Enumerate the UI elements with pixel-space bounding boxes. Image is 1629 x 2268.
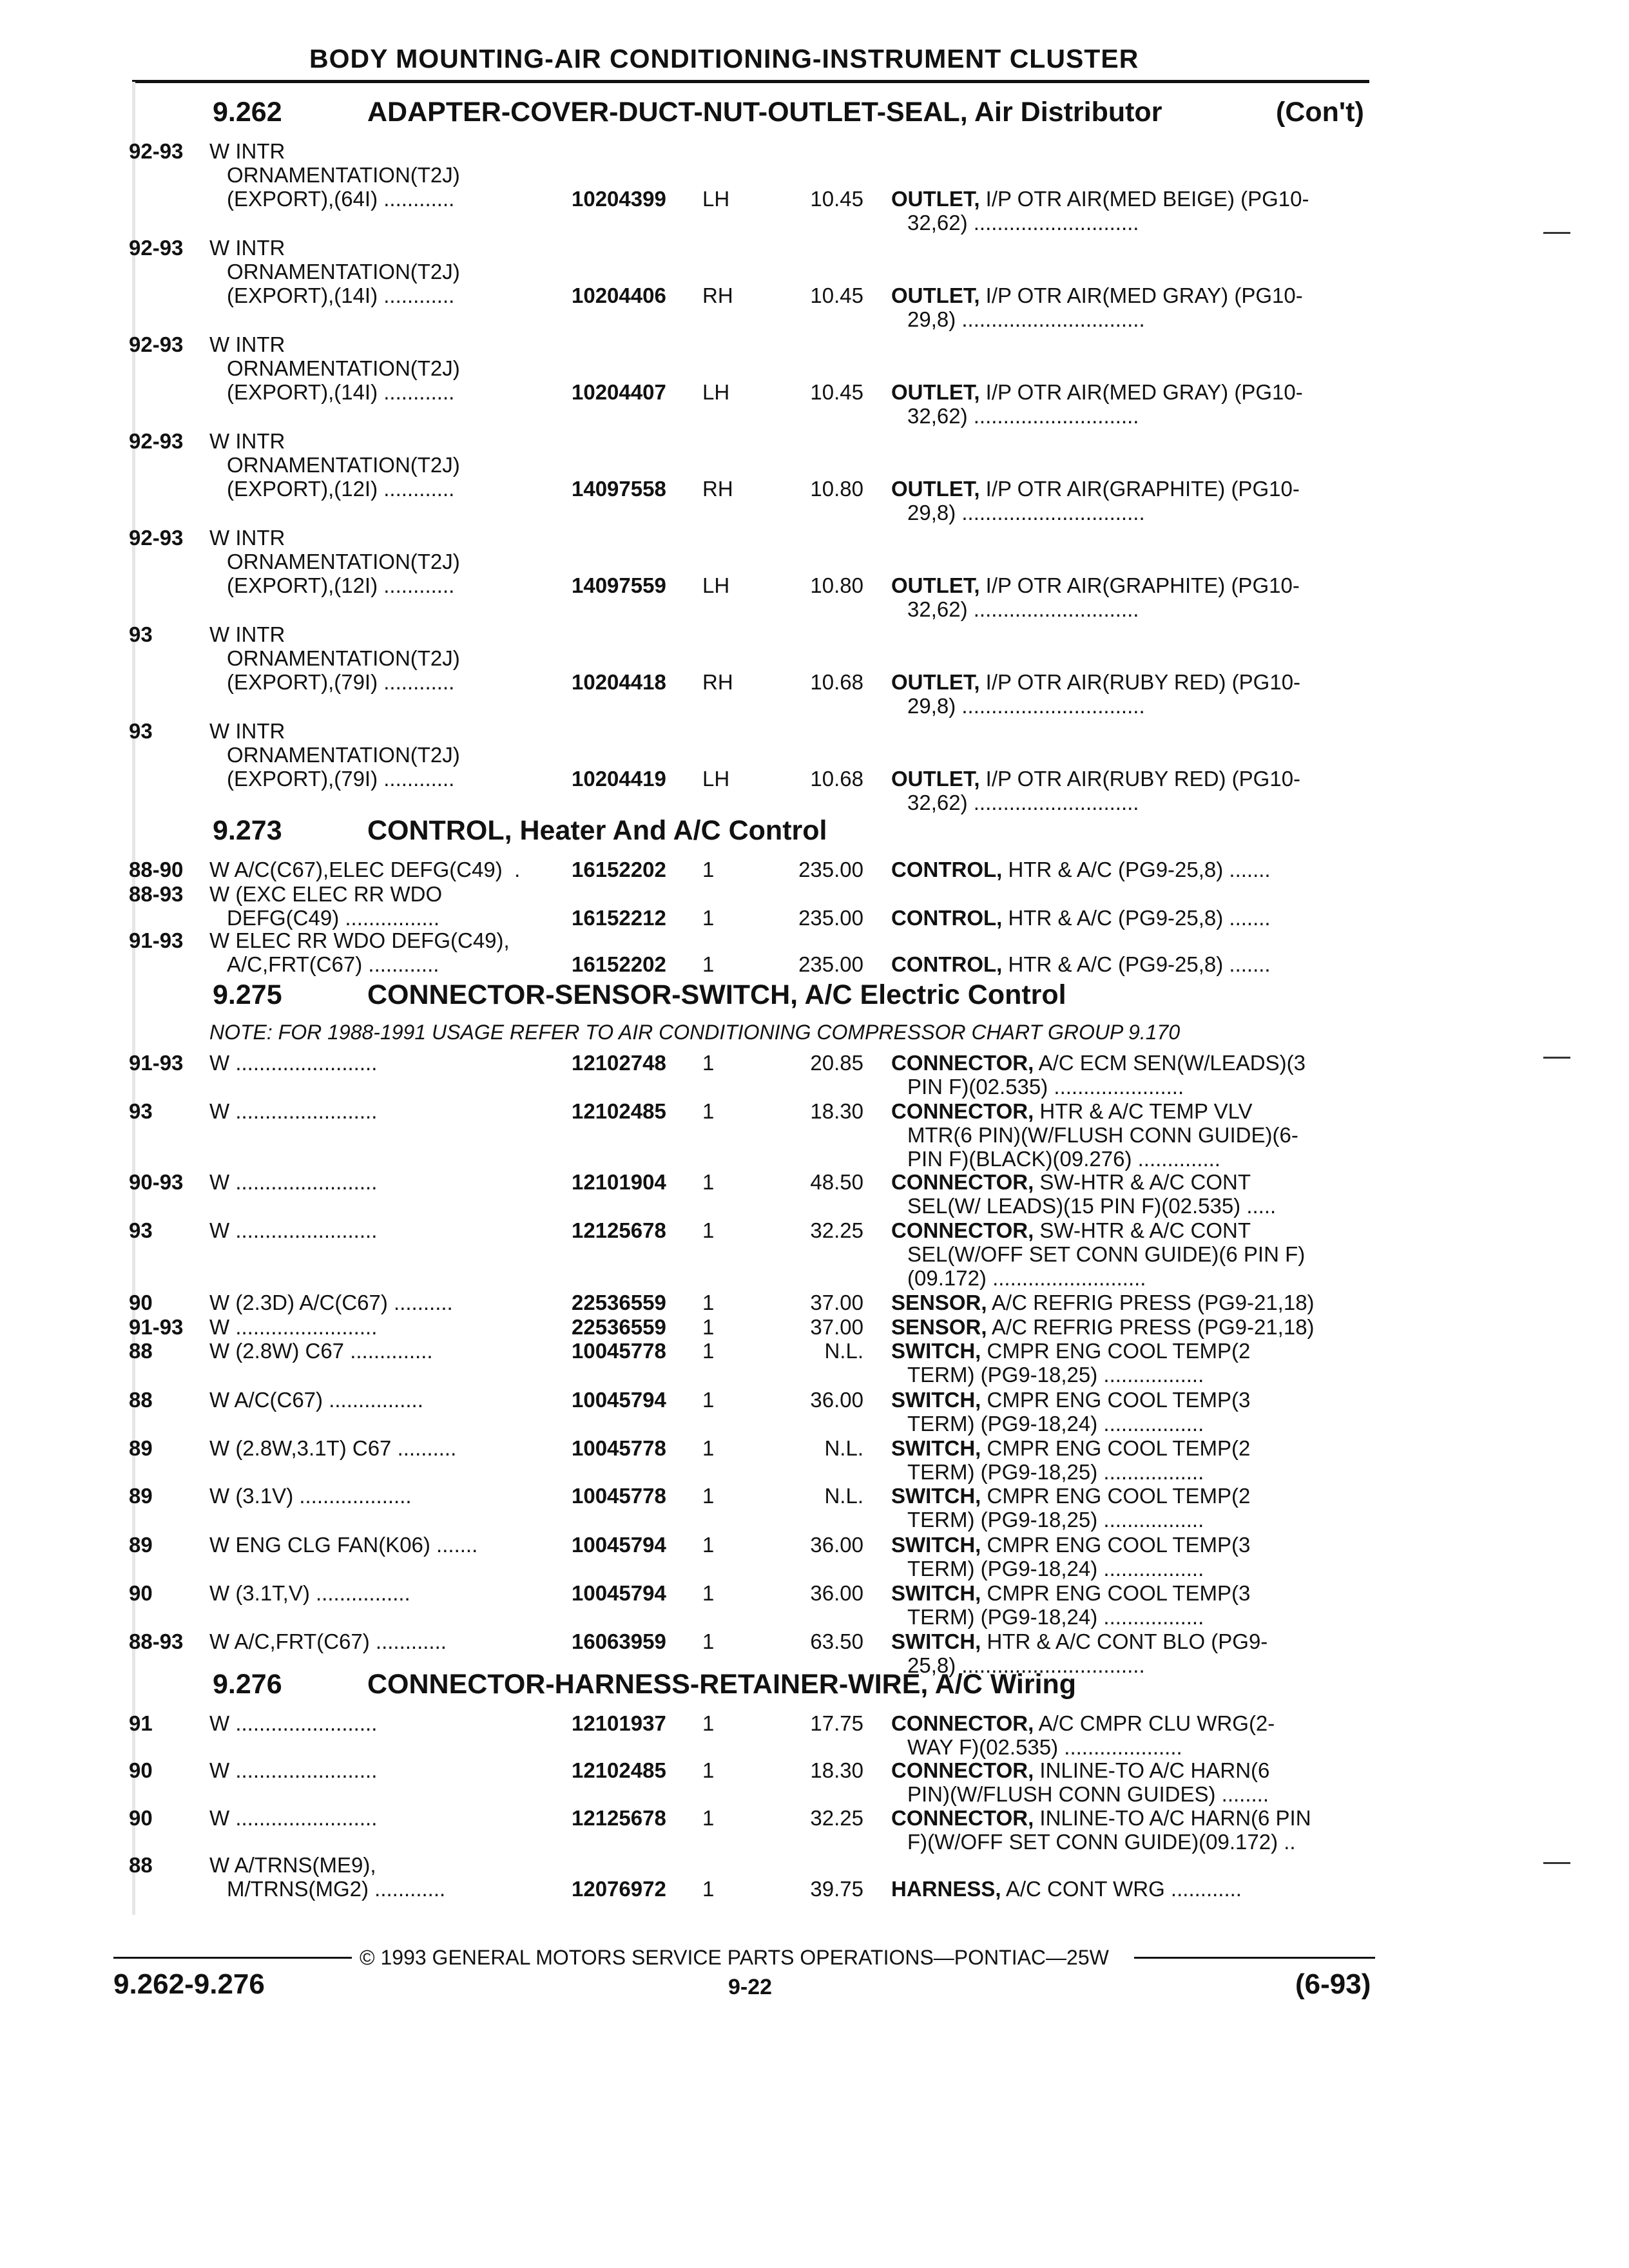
part-name: CONTROL, HTR & A/C (PG9-25,8) .......	[891, 858, 1271, 881]
quantity: 1	[702, 1629, 715, 1653]
usage-description: W ........................	[209, 1711, 378, 1735]
price: 18.30	[810, 1099, 863, 1123]
part-name: SWITCH, CMPR ENG COOL TEMP(3	[891, 1388, 1251, 1412]
part-number: 10045794	[572, 1533, 666, 1557]
part-name: 32,62) ............................	[907, 211, 1139, 235]
usage-description: W ........................	[209, 1170, 378, 1194]
price: 10.68	[810, 767, 863, 791]
quantity: 1	[702, 1099, 715, 1123]
usage-description: ORNAMENTATION(T2J)	[227, 260, 460, 284]
section-note: NOTE: FOR 1988-1991 USAGE REFER TO AIR CONDITIONING COMPRESSOR CHART GROUP 9.170	[209, 1021, 1181, 1044]
part-name: PIN)(W/FLUSH CONN GUIDES) ........	[907, 1782, 1269, 1806]
price: 10.80	[810, 477, 863, 501]
usage-description: W A/TRNS(ME9),	[209, 1853, 376, 1877]
part-name: CONTROL, HTR & A/C (PG9-25,8) .......	[891, 906, 1271, 930]
section-title: CONNECTOR-SENSOR-SWITCH, A/C Electric Control	[367, 979, 1066, 1010]
usage-description: W INTR	[209, 719, 285, 743]
part-name: SENSOR, A/C REFRIG PRESS (PG9-21,18)	[891, 1291, 1315, 1314]
model-years: 92-93	[129, 332, 184, 356]
usage-description: W (EXC ELEC RR WDO	[209, 882, 443, 906]
quantity: 1	[702, 1533, 715, 1557]
usage-description: W (2.8W,3.1T) C67 ..........	[209, 1436, 457, 1460]
part-name: 29,8) ...............................	[907, 307, 1145, 331]
part-number: 10045778	[572, 1484, 666, 1508]
usage-description: W ........................	[209, 1806, 378, 1830]
part-name: F)(W/OFF SET CONN GUIDE)(09.172) ..	[907, 1830, 1296, 1854]
model-years: 89	[129, 1484, 153, 1508]
usage-description: W A/C(C67),ELEC DEFG(C49) .	[209, 858, 521, 881]
model-years: 90	[129, 1581, 153, 1605]
price: 235.00	[798, 952, 863, 976]
part-number: 16063959	[572, 1629, 666, 1653]
usage-description: ORNAMENTATION(T2J)	[227, 743, 460, 767]
price: 37.00	[810, 1315, 863, 1339]
footer-date: (6-93)	[1295, 1968, 1371, 2000]
model-years: 91	[129, 1711, 153, 1735]
model-years: 88-93	[129, 1629, 184, 1653]
margin-mark	[1543, 1862, 1570, 1864]
model-years: 88	[129, 1339, 153, 1363]
part-name: SWITCH, CMPR ENG COOL TEMP(3	[891, 1581, 1251, 1605]
model-years: 92-93	[129, 526, 184, 550]
usage-description: W ........................	[209, 1758, 378, 1782]
model-years: 92-93	[129, 139, 184, 163]
part-name: 32,62) ............................	[907, 597, 1139, 621]
part-number: 10204418	[572, 670, 666, 694]
price: 48.50	[810, 1170, 863, 1194]
margin-mark	[1543, 232, 1570, 234]
price: 20.85	[810, 1051, 863, 1075]
section-number: 9.275	[213, 979, 282, 1010]
price: 235.00	[798, 906, 863, 930]
part-name: SWITCH, CMPR ENG COOL TEMP(2	[891, 1484, 1251, 1508]
quantity: LH	[702, 380, 730, 404]
quantity: 1	[702, 1170, 715, 1194]
part-name: CONNECTOR, A/C ECM SEN(W/LEADS)(3	[891, 1051, 1306, 1075]
model-years: 89	[129, 1533, 153, 1557]
quantity: 1	[702, 1218, 715, 1242]
part-name: CONNECTOR, A/C CMPR CLU WRG(2-	[891, 1711, 1275, 1735]
usage-description: A/C,FRT(C67) ............	[227, 952, 439, 976]
part-name: 32,62) ............................	[907, 791, 1139, 814]
part-number: 12101904	[572, 1170, 666, 1194]
header-rule	[132, 80, 1369, 83]
part-name: SEL(W/OFF SET CONN GUIDE)(6 PIN F)	[907, 1242, 1306, 1266]
quantity: RH	[702, 670, 733, 694]
part-number: 16152212	[572, 906, 666, 930]
usage-description: W INTR	[209, 622, 285, 646]
part-name: 32,62) ............................	[907, 404, 1139, 428]
quantity: RH	[702, 477, 733, 501]
quantity: LH	[702, 767, 730, 791]
model-years: 93	[129, 622, 153, 646]
section-title: ADAPTER-COVER-DUCT-NUT-OUTLET-SEAL, Air Distributor	[367, 97, 1162, 128]
part-name: HARNESS, A/C CONT WRG ............	[891, 1877, 1242, 1901]
part-number: 10045794	[572, 1581, 666, 1605]
part-name: WAY F)(02.535) ....................	[907, 1735, 1182, 1759]
usage-description: (EXPORT),(12I) ............	[227, 573, 455, 597]
usage-description: W (3.1T,V) ................	[209, 1581, 410, 1605]
usage-description: ORNAMENTATION(T2J)	[227, 356, 460, 380]
quantity: 1	[702, 1711, 715, 1735]
price: 10.45	[810, 187, 863, 211]
part-name: SWITCH, CMPR ENG COOL TEMP(3	[891, 1533, 1251, 1557]
quantity: 1	[702, 1581, 715, 1605]
model-years: 91-93	[129, 1051, 184, 1075]
quantity: LH	[702, 573, 730, 597]
model-years: 90	[129, 1291, 153, 1314]
quantity: 1	[702, 1051, 715, 1075]
usage-description: W (3.1V) ...................	[209, 1484, 412, 1508]
part-number: 10204406	[572, 284, 666, 307]
part-name: PIN F)(BLACK)(09.276) ..............	[907, 1147, 1220, 1171]
model-years: 88	[129, 1853, 153, 1877]
price: 235.00	[798, 858, 863, 881]
part-name: (09.172) ..........................	[907, 1266, 1146, 1290]
usage-description: W A/C,FRT(C67) ............	[209, 1629, 447, 1653]
quantity: 1	[702, 1758, 715, 1782]
model-years: 89	[129, 1436, 153, 1460]
usage-description: W ........................	[209, 1315, 378, 1339]
part-name: TERM) (PG9-18,24) .................	[907, 1412, 1204, 1436]
model-years: 88	[129, 1388, 153, 1412]
part-number: 10045794	[572, 1388, 666, 1412]
model-years: 93	[129, 1099, 153, 1123]
part-name: TERM) (PG9-18,25) .................	[907, 1508, 1204, 1532]
usage-description: (EXPORT),(79I) ............	[227, 767, 455, 791]
part-name: CONNECTOR, HTR & A/C TEMP VLV	[891, 1099, 1253, 1123]
part-number: 14097558	[572, 477, 666, 501]
section-number: 9.276	[213, 1669, 282, 1700]
part-name: CONTROL, HTR & A/C (PG9-25,8) .......	[891, 952, 1271, 976]
model-years: 92-93	[129, 429, 184, 453]
price: 17.75	[810, 1711, 863, 1735]
price: 18.30	[810, 1758, 863, 1782]
section-title: CONNECTOR-HARNESS-RETAINER-WIRE, A/C Wiring	[367, 1669, 1077, 1700]
price: 10.68	[810, 670, 863, 694]
part-name: OUTLET, I/P OTR AIR(GRAPHITE) (PG10-	[891, 573, 1300, 597]
usage-description: W (2.3D) A/C(C67) ..........	[209, 1291, 453, 1314]
part-number: 12102485	[572, 1099, 666, 1123]
price: 36.00	[810, 1388, 863, 1412]
price: 39.75	[810, 1877, 863, 1901]
part-number: 10045778	[572, 1339, 666, 1363]
section-heading	[213, 979, 1066, 1011]
part-number: 10204419	[572, 767, 666, 791]
part-name: OUTLET, I/P OTR AIR(MED GRAY) (PG10-	[891, 284, 1303, 307]
usage-description: ORNAMENTATION(T2J)	[227, 453, 460, 477]
usage-description: W INTR	[209, 332, 285, 356]
usage-description: DEFG(C49) ................	[227, 906, 440, 930]
usage-description: W INTR	[209, 139, 285, 163]
page-title: BODY MOUNTING-AIR CONDITIONING-INSTRUMENT CLUSTER	[309, 44, 1139, 73]
part-name: OUTLET, I/P OTR AIR(MED GRAY) (PG10-	[891, 380, 1303, 404]
section-number: 9.273	[213, 815, 282, 846]
price: 36.00	[810, 1533, 863, 1557]
part-number: 22536559	[572, 1291, 666, 1314]
part-number: 16152202	[572, 858, 666, 881]
usage-description: W ........................	[209, 1051, 378, 1075]
model-years: 90-93	[129, 1170, 184, 1194]
footer-rule-left	[113, 1957, 352, 1959]
model-years: 93	[129, 1218, 153, 1242]
price: 63.50	[810, 1629, 863, 1653]
usage-description: (EXPORT),(14I) ............	[227, 284, 455, 307]
section-number: 9.262	[213, 97, 282, 128]
part-number: 10045778	[572, 1436, 666, 1460]
usage-description: ORNAMENTATION(T2J)	[227, 163, 460, 187]
quantity: 1	[702, 1291, 715, 1314]
part-name: CONNECTOR, INLINE-TO A/C HARN(6	[891, 1758, 1270, 1782]
part-number: 12125678	[572, 1806, 666, 1830]
part-number: 12076972	[572, 1877, 666, 1901]
price: N.L.	[824, 1436, 863, 1460]
model-years: 92-93	[129, 236, 184, 260]
part-number: 22536559	[572, 1315, 666, 1339]
quantity: 1	[702, 952, 715, 976]
part-name: SWITCH, CMPR ENG COOL TEMP(2	[891, 1339, 1251, 1363]
price: N.L.	[824, 1339, 863, 1363]
usage-description: W INTR	[209, 429, 285, 453]
footer-copyright: © 1993 GENERAL MOTORS SERVICE PARTS OPERATIONS—PONTIAC—25W	[360, 1946, 1109, 1969]
quantity: LH	[702, 187, 730, 211]
usage-description: W ENG CLG FAN(K06) .......	[209, 1533, 478, 1557]
quantity: 1	[702, 1806, 715, 1830]
part-name: TERM) (PG9-18,24) .................	[907, 1605, 1204, 1629]
price: 37.00	[810, 1291, 863, 1314]
price: N.L.	[824, 1484, 863, 1508]
part-name: OUTLET, I/P OTR AIR(MED BEIGE) (PG10-	[891, 187, 1309, 211]
part-number: 12125678	[572, 1218, 666, 1242]
quantity: 1	[702, 1388, 715, 1412]
section-continued: (Con't)	[1276, 97, 1364, 128]
usage-description: W INTR	[209, 236, 285, 260]
part-name: TERM) (PG9-18,25) .................	[907, 1460, 1204, 1484]
part-name: CONNECTOR, SW-HTR & A/C CONT	[891, 1218, 1251, 1242]
price: 10.45	[810, 284, 863, 307]
price: 32.25	[810, 1806, 863, 1830]
part-name: OUTLET, I/P OTR AIR(GRAPHITE) (PG10-	[891, 477, 1300, 501]
footer-section-range: 9.262-9.276	[113, 1968, 265, 2000]
part-name: TERM) (PG9-18,24) .................	[907, 1557, 1204, 1581]
usage-description: W A/C(C67) ................	[209, 1388, 423, 1412]
margin-mark	[1543, 1057, 1570, 1059]
quantity: 1	[702, 906, 715, 930]
part-name: SENSOR, A/C REFRIG PRESS (PG9-21,18)	[891, 1315, 1315, 1339]
usage-description: W ........................	[209, 1218, 378, 1242]
part-name: SWITCH, HTR & A/C CONT BLO (PG9-	[891, 1629, 1268, 1653]
model-years: 88-90	[129, 858, 184, 881]
part-number: 16152202	[572, 952, 666, 976]
usage-description: (EXPORT),(14I) ............	[227, 380, 455, 404]
section-title: CONTROL, Heater And A/C Control	[367, 815, 827, 846]
part-name: OUTLET, I/P OTR AIR(RUBY RED) (PG10-	[891, 670, 1301, 694]
usage-description: (EXPORT),(64I) ............	[227, 187, 455, 211]
section-heading	[213, 815, 827, 847]
part-number: 12101937	[572, 1711, 666, 1735]
model-years: 90	[129, 1758, 153, 1782]
price: 10.45	[810, 380, 863, 404]
model-years: 88-93	[129, 882, 184, 906]
usage-description: M/TRNS(MG2) ............	[227, 1877, 446, 1901]
usage-description: W (2.8W) C67 ..............	[209, 1339, 433, 1363]
part-name: SEL(W/ LEADS)(15 PIN F)(02.535) .....	[907, 1194, 1277, 1218]
usage-description: (EXPORT),(12I) ............	[227, 477, 455, 501]
section-heading	[213, 97, 1364, 128]
usage-description: W ........................	[209, 1099, 378, 1123]
quantity: 1	[702, 1339, 715, 1363]
part-name: 29,8) ...............................	[907, 694, 1145, 718]
quantity: 1	[702, 1436, 715, 1460]
footer-page-number: 9-22	[728, 1975, 773, 1999]
part-name: 25,8) ...............................	[907, 1653, 1145, 1677]
price: 10.80	[810, 573, 863, 597]
model-years: 91-93	[129, 1315, 184, 1339]
part-name: TERM) (PG9-18,25) .................	[907, 1363, 1204, 1387]
usage-description: (EXPORT),(79I) ............	[227, 670, 455, 694]
quantity: 1	[702, 858, 715, 881]
part-name: CONNECTOR, INLINE-TO A/C HARN(6 PIN	[891, 1806, 1311, 1830]
part-name: PIN F)(02.535) ......................	[907, 1075, 1184, 1099]
model-years: 91-93	[129, 928, 184, 952]
part-name: 29,8) ...............................	[907, 501, 1145, 524]
quantity: 1	[702, 1877, 715, 1901]
part-name: SWITCH, CMPR ENG COOL TEMP(2	[891, 1436, 1251, 1460]
part-number: 12102485	[572, 1758, 666, 1782]
usage-description: W ELEC RR WDO DEFG(C49),	[209, 928, 510, 952]
quantity: 1	[702, 1484, 715, 1508]
quantity: 1	[702, 1315, 715, 1339]
footer-rule-right	[1134, 1957, 1375, 1959]
part-name: MTR(6 PIN)(W/FLUSH CONN GUIDE)(6-	[907, 1123, 1298, 1147]
usage-description: ORNAMENTATION(T2J)	[227, 646, 460, 670]
model-years: 93	[129, 719, 153, 743]
part-name: OUTLET, I/P OTR AIR(RUBY RED) (PG10-	[891, 767, 1301, 791]
price: 32.25	[810, 1218, 863, 1242]
price: 36.00	[810, 1581, 863, 1605]
part-number: 10204407	[572, 380, 666, 404]
part-number: 14097559	[572, 573, 666, 597]
quantity: RH	[702, 284, 733, 307]
usage-description: ORNAMENTATION(T2J)	[227, 550, 460, 573]
part-number: 10204399	[572, 187, 666, 211]
model-years: 90	[129, 1806, 153, 1830]
part-name: CONNECTOR, SW-HTR & A/C CONT	[891, 1170, 1251, 1194]
usage-description: W INTR	[209, 526, 285, 550]
part-number: 12102748	[572, 1051, 666, 1075]
